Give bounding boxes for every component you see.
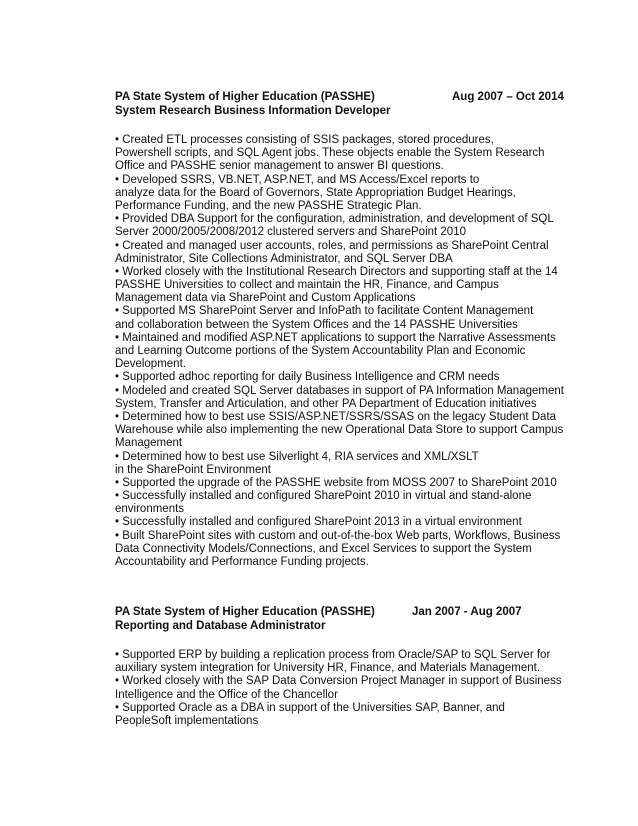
duty-line: • Supported Oracle as a DBA in support of the Universities SAP, Banner, and [115, 701, 505, 714]
duty-line: Management [115, 437, 183, 450]
duty-line: and Learning Outcome portions of the System Accountability Plan and Economic [115, 345, 526, 357]
duty-line: • Worked closely with the SAP Data Conversion Project Manager in support of Business [115, 675, 562, 688]
duty-line: PeopleSoft implementations [115, 714, 259, 727]
duty-line: Accountability and Performance Funding projects. [115, 556, 369, 568]
duty-line: Warehouse while also implementing the new Operational Data Store to support Campus [115, 424, 564, 437]
duty-line: • Successfully installed and configured SharePoint 2013 in a virtual environment [115, 516, 522, 529]
job-dates: Aug 2007 – Oct 2014 [452, 91, 564, 103]
job-header-row [115, 605, 585, 619]
duty-line: Management data via SharePoint and Custom Applications [115, 292, 416, 305]
duty-line: analyze data for the Board of Governors, State Appropriation Budget Hearings, [115, 186, 516, 199]
job-title: System Research Business Information Developer [115, 105, 391, 117]
duty-line: • Successfully installed and configured SharePoint 2010 in virtual and stand-alone [115, 490, 532, 503]
duty-line: • Built SharePoint sites with custom and out-of-the-box Web parts, Workflows, Business [115, 529, 561, 542]
duty-line: • Supported ERP by building a replication process from Oracle/SAP to SQL Server for [115, 649, 551, 661]
job-entry-reporting-dba [115, 605, 585, 728]
job-organization: PA State System of Higher Education (PASSHE) [115, 91, 375, 103]
job-duties [115, 649, 585, 728]
duty-line: • Maintained and modified ASP.NET applications to support the Narrative Assessments [115, 331, 556, 344]
duty-line: PASSHE Universities to collect and maintain the HR, Finance, and Campus [115, 279, 499, 292]
duty-line: Intelligence and the Office of the Chancellor [115, 688, 338, 701]
duty-line: • Determined how to best use SSIS/ASP.NET/SSRS/SSAS on the legacy Student Data [115, 410, 557, 423]
job-title: Reporting and Database Administrator [115, 620, 326, 632]
duty-line: Development. [115, 358, 186, 371]
duty-line: Data Connectivity Models/Connections, and Excel Services to support the System [115, 542, 532, 555]
job-organization: PA State System of Higher Education (PASSHE) [115, 606, 375, 618]
duty-line: in the SharePoint Environment [115, 463, 271, 476]
duty-line: • Modeled and created SQL Server databases in support of PA Information Management [115, 384, 564, 397]
duty-line: • Created ETL processes consisting of SSIS packages, stored procedures, [115, 134, 494, 146]
duty-line: Server 2000/2005/2008/2012 clustered servers and SharePoint 2010 [115, 226, 466, 239]
duty-line: Performance Funding, and the new PASSHE Strategic Plan. [115, 199, 422, 212]
job-entry-systems-developer [115, 90, 585, 569]
duty-line: • Supported MS SharePoint Server and InfoPath to facilitate Content Management [115, 305, 534, 318]
duty-line: • Worked closely with the Institutional Research Directors and supporting staff at the 14 [115, 265, 558, 278]
job-dates: Jan 2007 - Aug 2007 [412, 606, 522, 618]
job-header [115, 90, 585, 118]
duty-line: • Supported adhoc reporting for daily Business Intelligence and CRM needs [115, 371, 500, 384]
duty-line: and collaboration between the System Offices and the 14 PASSHE Universities [115, 318, 518, 331]
duty-line: • Determined how to best use Silverlight 4, RIA services and XML/XSLT [115, 450, 479, 463]
duty-line: • Created and managed user accounts, roles, and permissions as SharePoint Central [115, 239, 549, 252]
duty-line: environments [115, 503, 185, 516]
duty-line: Powershell scripts, and SQL Agent jobs. These objects enable the System Research [115, 147, 545, 160]
duty-line: Administrator, Site Collections Administrator, and SQL Server DBA [115, 252, 453, 265]
duty-line: auxiliary system integration for University HR, Finance, and Materials Management. [115, 662, 541, 675]
job-header [115, 605, 585, 633]
job-duties [115, 134, 585, 569]
duty-line: System, Transfer and Articulation, and other PA Department of Education initiatives [115, 397, 537, 410]
duty-line: Office and PASSHE senior management to answer BI questions. [115, 160, 444, 173]
duty-line: • Provided DBA Support for the configuration, administration, and development of SQL [115, 213, 554, 226]
duty-line: • Developed SSRS, VB.NET, ASP.NET, and MS Access/Excel reports to [115, 173, 480, 186]
duty-line: • Supported the upgrade of the PASSHE website from MOSS 2007 to SharePoint 2010 [115, 476, 557, 489]
job-header-row [115, 90, 585, 104]
